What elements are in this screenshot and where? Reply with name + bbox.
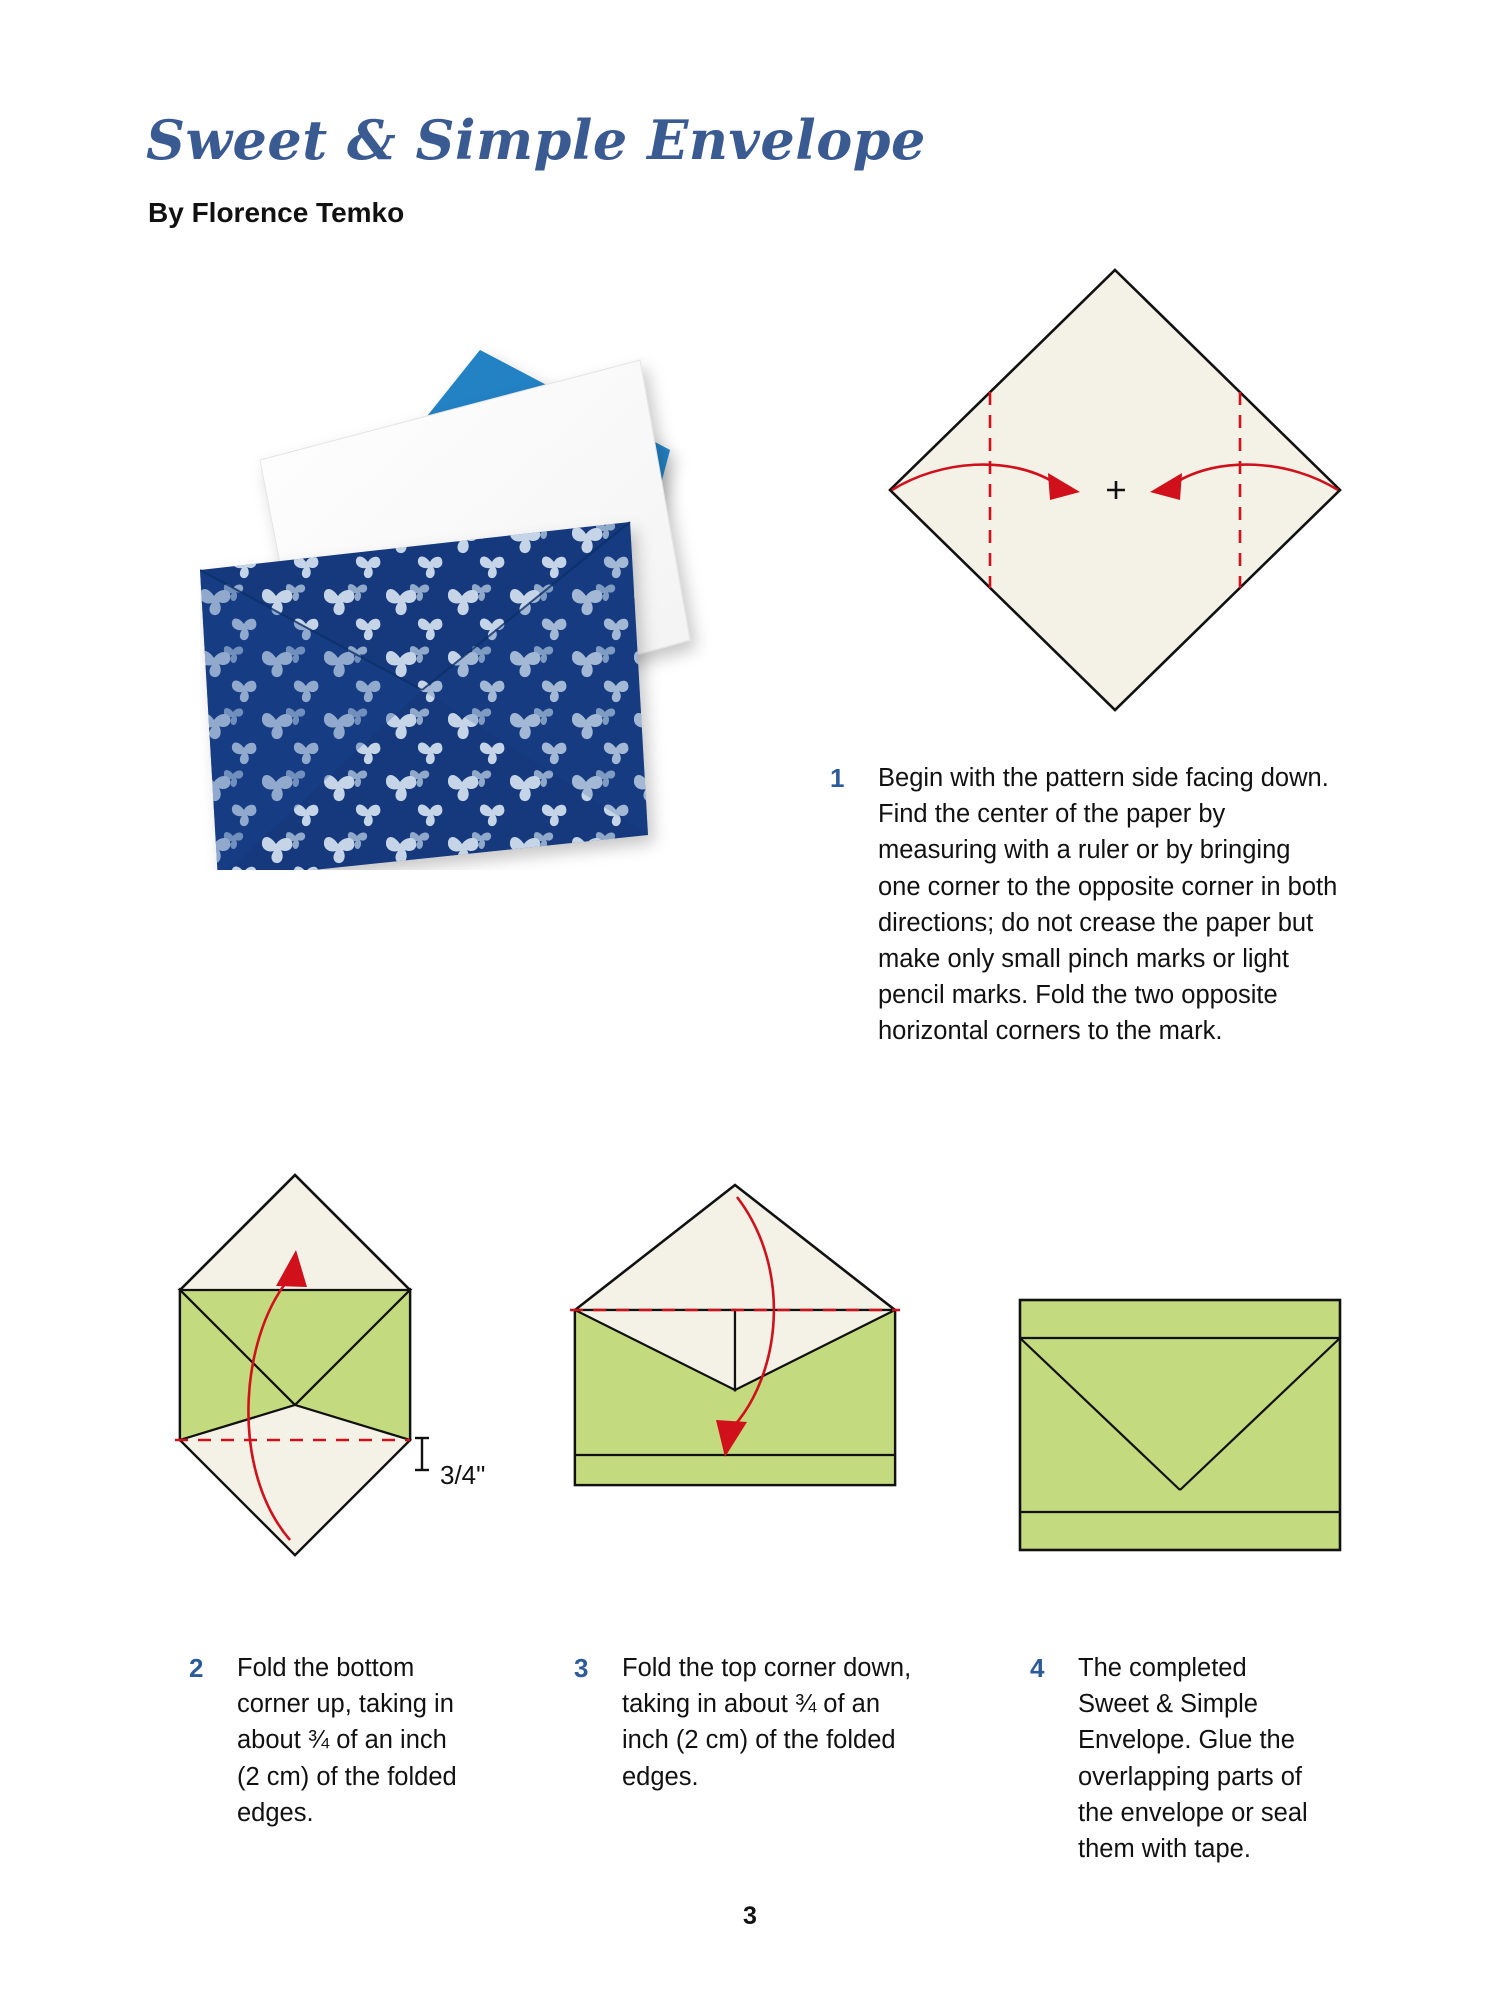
step-4-number: 4 (1030, 1653, 1045, 1683)
step-3-text: Fold the top corner down, taking in about ¾ of an inch (2 cm) of the folded edges. (622, 1654, 912, 1791)
author-byline: By Florence Temko (148, 197, 405, 228)
step-1 (830, 760, 1338, 1050)
step-4-text: The completed Sweet & Simple Envelope. Glue the overlapping parts of the envelope or seal them with tape. (1078, 1654, 1308, 1864)
finished-envelope-photo (200, 270, 820, 870)
step-4 (1030, 1650, 1323, 1867)
diagram-step-4 (1010, 1290, 1350, 1560)
step-2 (189, 1650, 467, 1831)
step-1-number: 1 (830, 763, 845, 793)
diagram-step-3 (565, 1175, 905, 1565)
step-3 (574, 1650, 922, 1795)
diagram-step-2 (170, 1140, 430, 1560)
measurement-label: 3/4" (440, 1460, 486, 1490)
page-title: Sweet & Simple Envelope (146, 108, 926, 172)
step-3-number: 3 (574, 1653, 589, 1683)
step-2-text: Fold the bottom corner up, taking in about ¾ of an inch (2 cm) of the folded edges. (237, 1654, 457, 1827)
step-1-text: Begin with the pattern side facing down. Find the center of the paper by measuring with a ruler or by bringing one corner to the opposite corner in both directions; do not crease the paper but make only small pinch marks or light pencil marks. Fold the two opposite horizontal corners to the mark. (878, 764, 1338, 1046)
step-2-number: 2 (189, 1653, 204, 1683)
page-number: 3 (743, 1902, 757, 1930)
diagram-step-1 (870, 255, 1360, 725)
